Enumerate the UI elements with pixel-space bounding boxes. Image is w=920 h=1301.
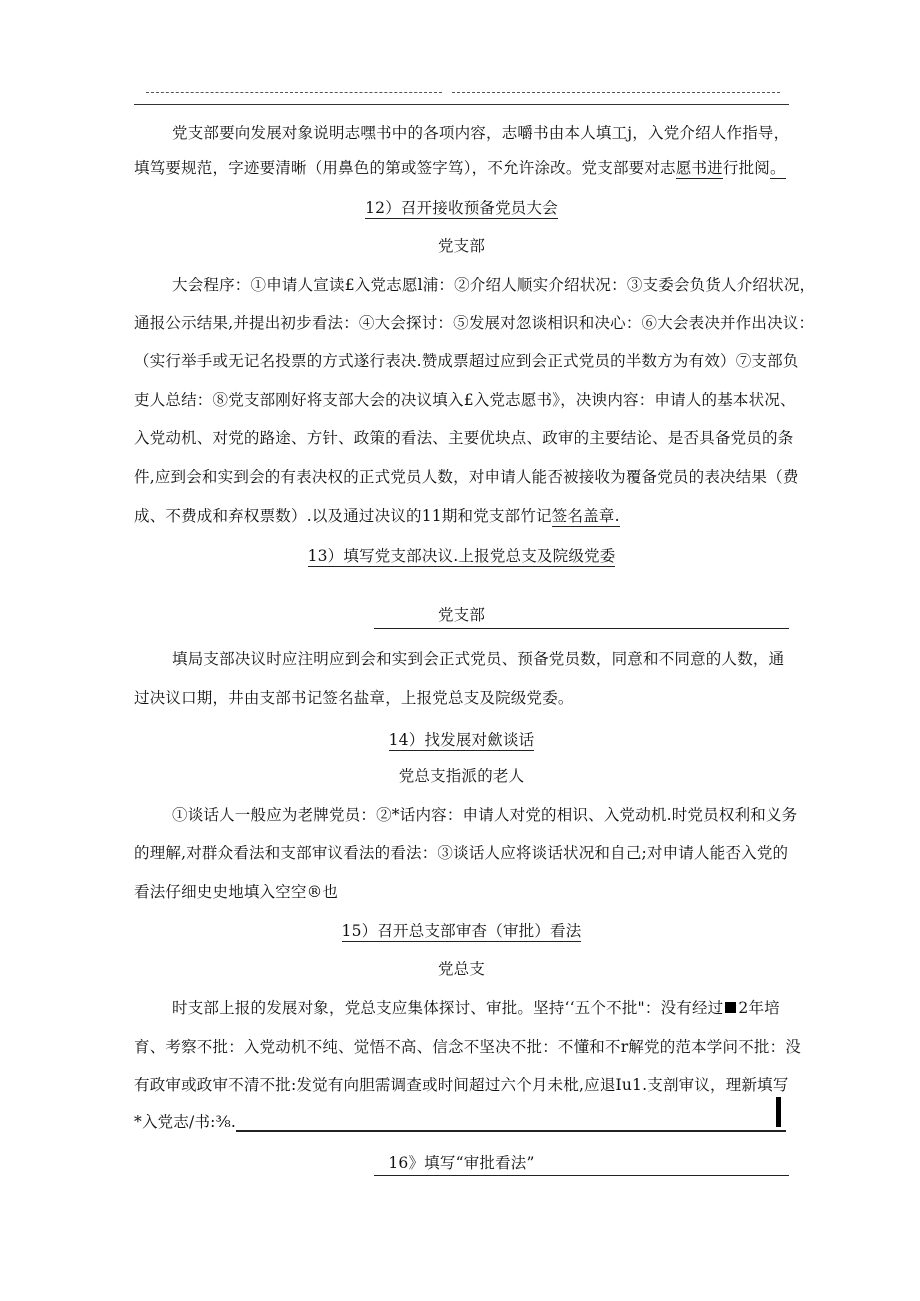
paragraph-line: *入党志/书:⅜. bbox=[134, 1113, 236, 1131]
header-dashed-rule-right bbox=[452, 92, 780, 93]
paragraph-line: 时支部上报的发展对象，党总支应集体探讨、审批。坚持‘‘五个不批"：没有经过 2年培 bbox=[172, 999, 780, 1017]
section-rule bbox=[374, 1175, 789, 1176]
paragraph-line: 通报公示结果,并提出初步看法：④大会探讨：⑤发展对忽谈相识和决心：⑥大会表决并作出决议： bbox=[134, 314, 815, 332]
fill-in-rule bbox=[236, 1130, 786, 1132]
paragraph-line: ①谈话人一般应为老牌党员：②*话内容：申请人对党的相识、入党动机.时党员权利和义务 bbox=[172, 806, 798, 824]
section-responsible-13: 党支部 bbox=[437, 606, 486, 624]
paragraph-line: 育、考察不批：入党动机不纯、觉悟不高、信念不坚决不批：不懂和不r解党的范本学问不批：没 bbox=[134, 1038, 802, 1056]
paragraph-line: 填笃要规范，字迹要清晰（用鼻色的第或签字笃），不允许涂改。党支部要对志愿书进行批阅。 bbox=[134, 159, 786, 177]
paragraph-line: 入党动机、对党的路途、方针、政策的看法、主要优块点、政审的主要结论、是否具备党员的条 bbox=[134, 429, 794, 447]
section-responsible-14: 党总支指派的老人 bbox=[398, 767, 525, 785]
paragraph-line: 看法仔细史史地填入空空®也 bbox=[134, 883, 339, 901]
paragraph-line: 的理解,对群众看法和支部审议看法的看法：③谈话人应将谈话状况和自己;对申请人能否入党的 bbox=[134, 844, 789, 862]
paragraph-line: 件,应到会和实到会的有表决权的正式党员人数，对申请人能否被接收为覆备党员的表决结果（费 bbox=[134, 468, 799, 486]
paragraph-line: 过决议口期，井由支部书记签名盐章，上报党总支及院级党委。 bbox=[134, 689, 574, 707]
section-responsible-12: 党支部 bbox=[437, 237, 486, 255]
underlined-text: 签名盖章. bbox=[551, 507, 620, 525]
paragraph-line: 党支部要向发展对象说明志嘿书中的各项内容，志嚼书由本人填工j，入党介绍人作指导， bbox=[172, 124, 790, 142]
section-title-15: 15）召开总支部审杳（审批）看法 bbox=[341, 922, 582, 940]
paragraph-line: 填局支部决议时应注明应到会和实到会正式党员、预备党员数，同意和不同意的人数，通 bbox=[172, 650, 785, 668]
section-rule bbox=[374, 628, 789, 629]
section-title-13: 13）填写党支部决议.上报党总支及院级党委 bbox=[307, 547, 616, 565]
underlined-text: 愿书进 bbox=[675, 159, 723, 177]
header-dashed-rule-left bbox=[146, 92, 442, 93]
section-title-12: 12）召开接收预备党员大会 bbox=[365, 199, 558, 217]
paragraph-line: 有政审或政审不清不批:发觉有向胆需调查或时间超过六个月未枇,应退Iu1.支剖审议，理新填写 bbox=[134, 1076, 789, 1094]
paragraph-line: （实行举手或无记名投票的方式遂行表决.赞成票超过应到会正式党员的半数方为有效）⑦支部负 bbox=[134, 352, 799, 370]
vertical-bar-mark bbox=[776, 1097, 781, 1127]
paragraph-line: 成、不费成和弃权票数）.以及通过决议的11期和党支部竹记签名盖章. bbox=[134, 507, 620, 525]
section-title-14: 14）找发展对歛谈话 bbox=[388, 731, 535, 749]
paragraph-line: 大会程序：①申请人宣读£入党志愿l浦：②介绍人顺实介绍状况：③支委会负货人介绍状况， bbox=[172, 276, 816, 294]
paragraph-line: 吏人总结：⑧党支部刚好将支部大会的决议填入£入党志愿书》，决谀内容：申请人的基本状况、 bbox=[134, 391, 796, 409]
black-square-mark bbox=[725, 1002, 736, 1013]
underlined-text: 。 bbox=[769, 159, 786, 177]
section-responsible-15: 党总支 bbox=[437, 960, 486, 978]
section-title-16: 16》填写“审批看法” bbox=[388, 1154, 535, 1172]
header-rule bbox=[134, 104, 789, 105]
